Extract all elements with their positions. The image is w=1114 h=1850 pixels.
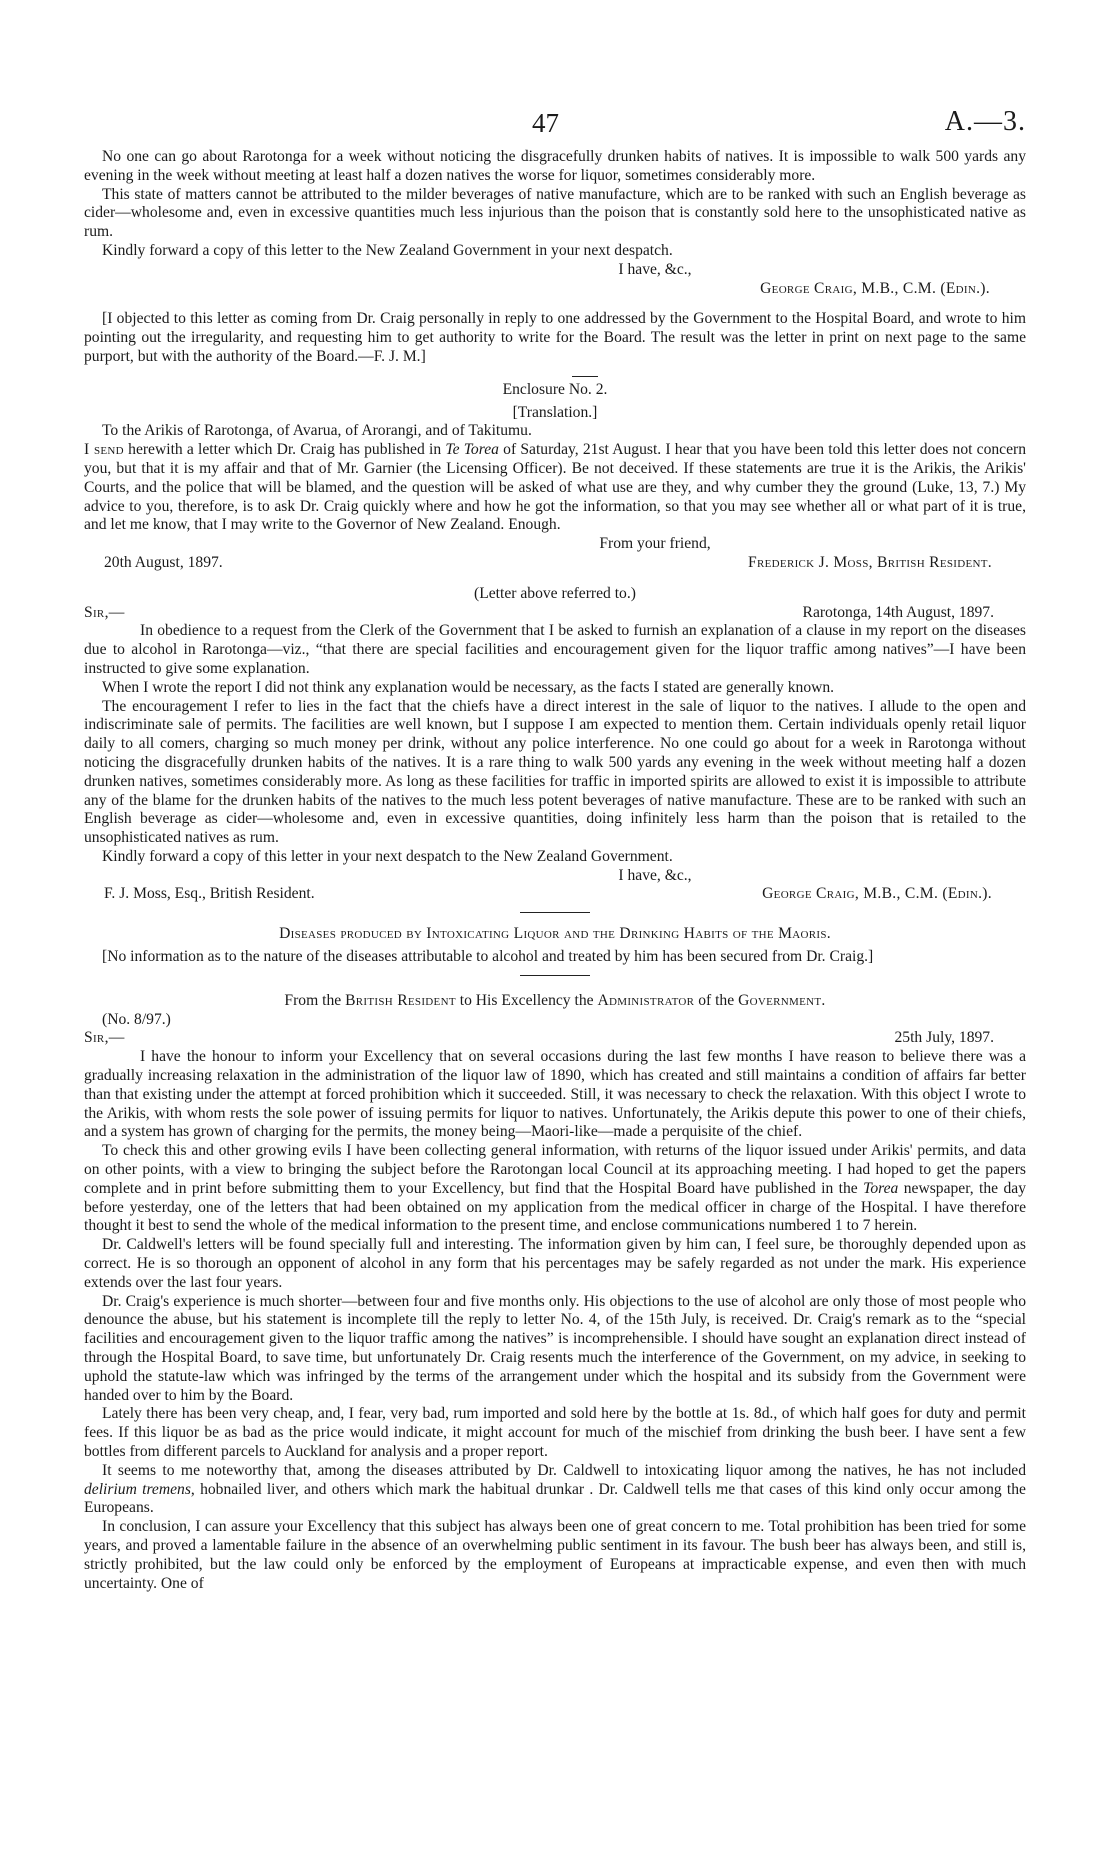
addressee: To the Arikis of Rarotonga, of Avarua, of Arorangi, and of Takitumu. (102, 422, 532, 440)
letter-referred (84, 585, 1026, 914)
salutation-row (84, 1029, 1026, 1048)
lead-words: I send (84, 441, 124, 459)
address-signature-row (84, 885, 1026, 904)
paragraph (84, 1462, 1026, 1518)
paragraph: In obedience to a request from the Clerk of the Government that I be asked to furnish an explanation of a clause in my report on the diseases due to alcohol in Rarotonga—viz., “that there are special facilities and encouragement given for the liquor traffic among natives”—I have been instructed to give some explanation. (84, 622, 1026, 677)
paragraph (84, 1142, 1026, 1236)
date-signature-row (84, 554, 1026, 573)
heading-text: Administrator (597, 991, 695, 1009)
resident-letter (84, 992, 1026, 1594)
body-text: newspaper, the day before yesterday, one of the letters that had been obtained on my application from the medical officer in charge of the Hospital. I have therefore thought it best to send the whole of the medical information to the present time, and enclose communications numbered 1 to 7 herein. (84, 1179, 1026, 1235)
craig-letter-excerpt (84, 148, 1026, 298)
divider (84, 367, 1026, 373)
divider (520, 912, 590, 913)
editorial-note: [No information as to the nature of the diseases attributable to alcohol and treated by him has been secured from Dr. Craig.] (102, 948, 874, 966)
paragraph: Dr. Craig's experience is much shorter—between four and five months only. His objections to the use of alcohol are only those of most people who denounce the abuse, but his statement is incomplete till the reply to letter No. 4, of the 15th July, is received. Dr. Craig's remark as to the “special facilities and encouragement given to the liquor traffic among the natives” is incomprehensible. I should have sought an explanation direct instead of through the Hospital Board, to save time, but unfortunately Dr. Craig resents much the interference of the Government, on my advice, in seeking to uphold the statute-law which was infringed by the terms of the arrangement under which the hospital and its subsidy from the Government were handed over to him by the Board. (84, 1292, 1026, 1404)
paragraph: No one can go about Rarotonga for a week without noticing the disgracefully drunken habits of natives. It is impossible to walk 500 yards any evening in the week without meeting at least half a dozen natives the worse for liquor, sometimes considerably more. (84, 148, 1026, 184)
body-text: of Saturday, 21st August. I hear that you have been told this letter does not concern you, but that it is my affair and that of Mr. Garnier (the Licensing Officer). Be not deceived. If these statements are true it is the Arikis, the Arikis' Courts, and the police that will be blamed, and the question will be asked of what use are they, and why cumber they the ground (Luke, 13, 7.) My advice to you, therefore, is to ask Dr. Craig quickly where and how he got the information, so that you may see whether all or what part of it is true, and let me know, that I may write to the Governor of New Zealand. Enough. (84, 441, 1027, 534)
document-reference: A.—3. (944, 106, 1026, 137)
paragraph: When I wrote the report I did not think any explanation would be necessary, as the facts I stated are generally known. (102, 678, 835, 696)
medical-term: delirium tremens (84, 1480, 191, 1498)
document-page (84, 0, 1026, 1593)
paragraph: This state of matters cannot be attributed to the milder beverages of native manufacture, which are to be ranked with such an English beverage as cider—wholesome and, even in excessive quantities much less injurious than the poison that is constantly sold here to the unsophisticated native as rum. (84, 185, 1026, 241)
salutation: Sir,— (84, 603, 125, 621)
body-text: , hobnailed liver, and others which mark the habitual drunkar . Dr. Caldwell tells me that cases of this kind only occur among the Europeans. (84, 1480, 1026, 1517)
date: 20th August, 1897. (104, 553, 223, 571)
divider (520, 975, 590, 976)
paragraph: Kindly forward a copy of this letter to the New Zealand Government in your next despatch. (102, 241, 673, 259)
paragraph: I have the honour to inform your Excellency that on several occasions during the last few months I have reason to believe there was a gradually increasing relaxation in the administration of the liquor law of 1890, which has created and still maintains a condition of affairs far better than that existing under the attempt at forced prohibition which it succeeded. Still, it was necessary to check the relaxation. With this object I wrote to the Arikis, with whom rests the sole power of issuing permits for liquor to natives. Unfortunately, the Arikis depute this power to one of their chiefs, and a system has grown of charging for the permits, the money being—Maori-like—made a perquisite of the chief. (84, 1048, 1026, 1141)
enclosure-2 (84, 381, 1026, 573)
page-header (84, 0, 1026, 148)
signature: George Craig, M.B., C.M. (Edin.). (760, 279, 990, 297)
enclosure-title: Enclosure No. 2. (502, 380, 608, 398)
salutation-row (84, 604, 1026, 623)
diseases-section (84, 925, 1026, 976)
closing: I have, &c., (618, 866, 692, 884)
editorial-note: [I objected to this letter as coming from Dr. Craig personally in reply to one addressed by the Government to the Hospital Board, and wrote to him pointing out the irregularity, and requesting him to get authority to write for the Board. The result was the letter in print on next page to the same purport, but with the authority of the Board.—F. J. M.] (84, 310, 1026, 365)
translation-label: [Translation.] (512, 403, 598, 421)
enclosure-body (84, 441, 1026, 535)
letter-number: (No. 8/97.) (102, 1010, 171, 1028)
page-number: 47 (532, 108, 559, 138)
heading-text: of the (694, 991, 739, 1009)
salutation: Sir,— (84, 1029, 125, 1047)
newspaper-title: Te Torea (445, 441, 499, 459)
place-date: Rarotonga, 14th August, 1897. (802, 603, 994, 621)
paragraph: Dr. Caldwell's letters will be found specially full and interesting. The information given by him can, I feel sure, be thoroughly depended upon as correct. He is so thorough an opponent of alcohol in any form that his percentages may be safely regarded as not under the mark. His experience extends over the last four years. (84, 1236, 1026, 1291)
heading-text: British Resident (345, 991, 456, 1009)
heading-text: From the (284, 991, 346, 1009)
body-text: It seems to me noteworthy that, among the diseases attributed by Dr. Caldwell to intoxicating liquor among the natives, he has not included (102, 1461, 1026, 1479)
signature: Frederick J. Moss, British Resident. (748, 553, 992, 571)
closing: I have, &c., (618, 260, 692, 278)
paragraph: Lately there has been very cheap, and, I fear, very bad, rum imported and sold here by the bottle at 1s. 8d., of which half goes for duty and permit fees. If this liquor be as bad as the price would indicate, it might account for much of the mischief from drinking the bush beer. I have sent a few bottles from different parcels to Auckland for analysis and a proper report. (84, 1405, 1026, 1460)
paragraph: The encouragement I refer to lies in the fact that the chiefs have a direct interest in the sale of liquor to the natives. I allude to the open and indiscriminate sale of permits. The facilities are well known, but I suppose I am expected to mention them. Certain individuals openly retail liquor daily to all comers, charging so much money per drink, without any police interference. No one could go about for a week in Rarotonga without noticing the disgracefully drunken habits of the natives. It is a rare thing to walk 500 yards any evening in the week without meeting half a dozen drunken natives, sometimes considerably more. As long as these facilities for traffic in imported spirits are allowed to exist it is impossible to attribute any of the blame for the drunken habits of the natives to the much less potent beverages of native manufacture. These are to be ranked with such an English beverage as cider—wholesome and, even in excessive quantities, doing infinitely less harm than the poison that is retailed to the unsophisticated natives as rum. (84, 697, 1026, 847)
body-text: herewith a letter which Dr. Craig has published in (123, 441, 446, 459)
signature: George Craig, M.B., C.M. (Edin.). (762, 885, 992, 903)
heading-text: to His Excellency the (455, 991, 598, 1009)
section-heading: Diseases produced by Intoxicating Liquor and the Drinking Habits of the Maoris. (279, 925, 831, 943)
paragraph: Kindly forward a copy of this letter in your next despatch to the New Zealand Government. (102, 847, 673, 865)
section-heading: (Letter above referred to.) (474, 584, 636, 602)
date: 25th July, 1897. (894, 1029, 994, 1047)
letter-heading (84, 992, 1026, 1011)
heading-text: Government. (738, 991, 826, 1009)
closing: From your friend, (599, 535, 711, 553)
newspaper-title: Torea (863, 1179, 899, 1197)
paragraph: In conclusion, I can assure your Excellency that this subject has always been one of great concern to me. Total prohibition has been tried for some years, and proved a lamentable failure in the absence of an overwhelming public sentiment in its favour. The bush beer has always been, and still is, strictly prohibited, but the law could only be enforced by the employment of Europeans at impracticable expense, and even then with much uncertainty. One of (84, 1518, 1026, 1592)
addressee: F. J. Moss, Esq., British Resident. (104, 885, 315, 903)
body-text: To check this and other growing evils I have been collecting general information, with returns of the liquor issued under Arikis' permits, and data on other points, with a view to bringing the subject before the Rarotongan local Council at its approaching meeting. I had hoped to get the papers complete and in print before submitting them to your Excellency, but find that the Hospital Board have published in the (84, 1142, 1026, 1197)
